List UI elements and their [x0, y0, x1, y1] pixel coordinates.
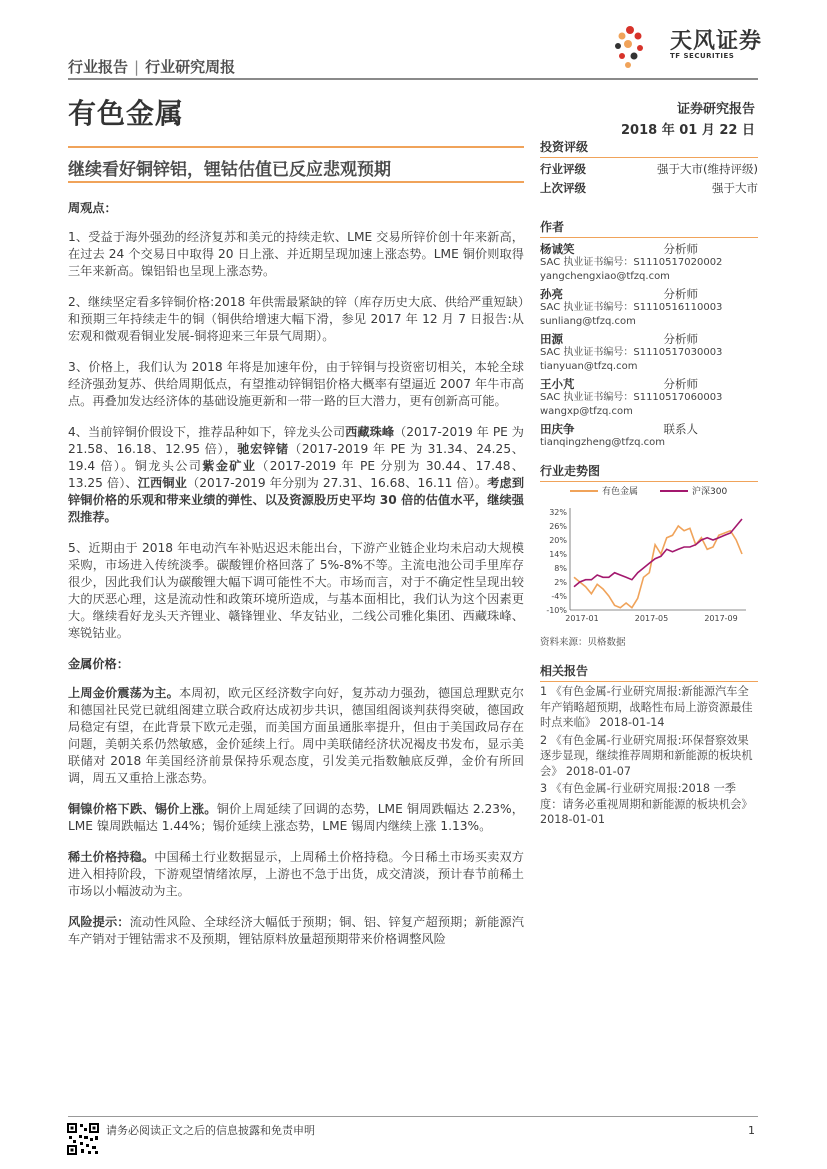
- author-cert: SAC 执业证书编号：S1110516110003: [540, 302, 723, 313]
- stock-zijin: 紫金矿业: [202, 459, 257, 473]
- author-email[interactable]: tianqingzheng@tfzq.com: [540, 437, 665, 448]
- y-tick-label: 32%: [549, 508, 567, 517]
- rating-heading: 投资评级: [540, 138, 758, 158]
- report-category: [68, 56, 235, 77]
- author-name: 王小芃: [540, 377, 575, 391]
- y-tick-label: 2%: [554, 578, 567, 587]
- view-paragraph-1: 1、受益于海外强劲的经济复苏和美元的持续走软、LME 交易所锌价创十年来新高，在过去 24 个交易日中取得 20 日上涨、并近期呈现加速上涨态势。LME 铜价则取得三年来新高。镍铝铅也呈现上涨态势。: [68, 230, 524, 278]
- qr-code-icon: [66, 1122, 100, 1156]
- risk-lead: 风险提示：: [68, 915, 130, 929]
- gold-paragraph: [68, 685, 524, 787]
- p4-conclusion: 考虑到锌铜价格的乐观和带来业绩的弹性、以及资源股历史平均 30 倍的估值水平，继续强烈推荐。: [68, 476, 525, 524]
- chart-heading: 行业走势图: [540, 462, 758, 482]
- related-heading: 相关报告: [540, 662, 758, 682]
- metal-price-heading: 金属价格：: [68, 657, 129, 671]
- x-tick-label: 2017-05: [634, 614, 669, 623]
- gold-text: 本周初，欧元区经济数字向好，复苏动力强劲，德国总理默克尔和德国社民党已就组阁建立联合政府达成初步共识，德国组阁谈判获得突破，德国政局稳定有望，在此背景下欧元走强，而美国方面虽通胀率提升，但由于美国政局存在问题，美朝关系仍然敏感，金价延续上行。周中美联储经济状况褐皮书发布，显示美联储对 2018 年美国经济前景保持乐观态度，引发美元指数触底反弹，金价有所回调，周五又重拾上涨态势。: [68, 686, 524, 785]
- header-divider: [68, 78, 758, 80]
- author-cert: SAC 执业证书编号：S1110517020002: [540, 257, 723, 268]
- industry-trend-chart: [540, 482, 758, 632]
- author-name: 孙亮: [540, 287, 563, 301]
- report-type: 证券研究报告: [676, 102, 755, 117]
- chart-section: [540, 462, 758, 482]
- view-paragraph-3: 3、价格上，我们认为 2018 年将是加速年份，由于锌铜与投资密切相关，本轮全球经济强劲复苏、供给周期低点，有望推动锌铜铝价格大概率有望逼近 2007 年牛市高点。再叠加发达经济体的基础设施更新和一带一路的巨大潜力，更有创新高可能。: [68, 360, 524, 408]
- rare-earth-text: 中国稀土行业数据显示，上周稀土价格持稳。今日稀土市场买卖双方进入相持阶段，下游观望情绪浓厚，上游也不急于出货，成交清淡，预计春节前稀土市场以小幅波动为主。: [68, 850, 524, 898]
- industry-rating-label: 行业评级: [540, 162, 586, 176]
- view-paragraph-5: 5、近期由于 2018 年电动汽车补贴迟迟未能出台，下游产业链企业均未启动大规模采购，市场进入传统淡季。碳酸锂价格回落了 5%-8%不等。主流电池公司手里库存很少，因此我们认为碳酸锂大幅下调可能性不大。市场而言，对于不确定性呈现出较大的厌恶心理，这是流动性和政策环境所造成，与基本面相比，我们认为这个因素更大。继续看好龙头天齐锂业、赣锋锂业、华友钴业，二线公司雅化集团、西藏珠峰、寒锐钴业。: [68, 541, 524, 640]
- industry-rating-row: [540, 161, 758, 177]
- p4-text-f: （2017-2019 年分别为 27.31、16.68、16.11 倍）。: [186, 476, 488, 490]
- stock-jiangxi-copper: 江西铜业: [137, 476, 187, 490]
- author-email[interactable]: sunliang@tfzq.com: [540, 316, 636, 327]
- weekly-view-heading: 周观点：: [68, 201, 117, 215]
- author-email[interactable]: tianyuan@tfzq.com: [540, 361, 638, 372]
- subcategory-label: 行业研究周报: [145, 58, 236, 76]
- industry-rating-value: 强于大市(维持评级): [657, 162, 758, 176]
- disclaimer: 请务必阅读正文之后的信息披露和免责申明: [106, 1124, 315, 1137]
- logo-text-en: TF SECURITIES: [670, 52, 735, 60]
- y-tick-label: 8%: [554, 564, 567, 573]
- copper-lead: 铜镍价格下跌、锡价上涨。: [68, 802, 217, 816]
- rare-earth-paragraph: [68, 849, 524, 900]
- author-item: [540, 242, 758, 284]
- previous-rating-value: 强于大市: [712, 181, 758, 195]
- x-tick-label: 2017-01: [565, 614, 599, 623]
- footer-divider: [68, 1116, 758, 1117]
- sidebar: [540, 138, 758, 450]
- logo-text-cn: 天风证券: [670, 29, 763, 54]
- y-tick-label: 26%: [549, 522, 567, 531]
- author-role: 分析师: [663, 332, 698, 346]
- author-item: [540, 422, 758, 450]
- author-role: 分析师: [663, 287, 698, 301]
- page-number: 1: [748, 1124, 755, 1137]
- stock-xizang-zhufeng: 西藏珠峰: [345, 425, 395, 439]
- previous-rating-label: 上次评级: [540, 181, 586, 195]
- p4-text-a: 4、当前锌铜价假设下，推荐品种如下，锌龙头公司: [68, 425, 346, 439]
- y-tick-label: -4%: [551, 592, 567, 601]
- rare-earth-lead: 稀土价格持稳。: [68, 850, 155, 864]
- view-paragraph-4: [68, 424, 524, 526]
- related-section: [540, 662, 758, 682]
- author-list: [540, 242, 758, 450]
- sector-title: 有色金属: [68, 97, 185, 130]
- legend-label: 有色金属: [602, 487, 639, 497]
- author-role: 分析师: [663, 242, 698, 256]
- category-label: 行业报告: [68, 58, 129, 76]
- p4-text-e: （2017-2019 年 PE 分别为 30.44、17.48、13.25 倍）、: [68, 459, 524, 490]
- stock-chihong: 驰宏锌锗: [237, 442, 289, 456]
- related-report-item[interactable]: 2 《有色金属-行业研究周报:环保督察效果逐步显现，继续推荐周期和新能源的板块机会》 2018-01-07: [540, 733, 753, 778]
- author-cert: SAC 执业证书编号：S1110517060003: [540, 392, 723, 403]
- category-separator: |: [134, 58, 140, 76]
- series-line: [574, 519, 742, 587]
- author-item: [540, 332, 758, 374]
- view-paragraph-2: 2、继续坚定看多锌铜价格:2018 年供需最紧缺的锌（库存历史大底、供给严重短缺）和预期三年持续走牛的铜（铜供给增速大幅下滑，参见 2017 年 12 月 7 日报告:从宏观和微观看铜业发展-铜将迎来三年景气周期）。: [68, 295, 524, 343]
- related-report-item[interactable]: 1 《有色金属-行业研究周报:新能源汽车全年产销略超预期，战略性布局上游资源最佳时点来临》 2018-01-14: [540, 685, 753, 729]
- previous-rating-row: [540, 180, 758, 196]
- title-top-rule: [68, 146, 524, 148]
- tf-logo-icon: [608, 22, 668, 70]
- author-name: 杨诚笑: [540, 242, 575, 256]
- related-list: [540, 684, 758, 830]
- report-title: 继续看好铜锌铝，锂钴估值已反应悲观预期: [68, 160, 391, 180]
- p4-text-d: （2017-2019 年 PE 为 31.34、24.25、19.4 倍）。铜龙头公司: [68, 442, 524, 473]
- y-tick-label: 14%: [549, 550, 567, 559]
- risk-paragraph: [68, 914, 524, 948]
- chart-lines: [574, 519, 742, 608]
- main-content: [68, 200, 524, 962]
- author-cert: SAC 执业证书编号：S1110517030003: [540, 347, 723, 358]
- chart-source: 资料来源：贝格数据: [540, 637, 626, 648]
- risk-text: 流动性风险、全球经济大幅低于预期；铜、铝、锌复产超预期；新能源汽车产销对于锂钴需求不及预期，锂钴原料放量超预期带来价格调整风险: [68, 915, 524, 946]
- chart-legend: [570, 485, 727, 497]
- author-item: [540, 287, 758, 329]
- author-item: [540, 377, 758, 419]
- author-email[interactable]: yangchengxiao@tfzq.com: [540, 271, 670, 282]
- authors-heading: 作者: [540, 218, 758, 238]
- related-report-item[interactable]: 3 《有色金属-行业研究周报:2018 一季度：请务必重视周期和新能源的板块机会》 2018-01-01: [540, 782, 753, 826]
- x-tick-label: 2017-09: [704, 614, 738, 623]
- author-name: 田庆争: [540, 422, 575, 436]
- report-date: 2018 年 01 月 22 日: [621, 123, 755, 138]
- author-email[interactable]: wangxp@tfzq.com: [540, 406, 633, 417]
- y-tick-label: -10%: [546, 606, 567, 615]
- author-role: 分析师: [663, 377, 698, 391]
- p4-text-c: （2017-2019 年 PE 为 21.58、16.18、12.95 倍），: [68, 425, 524, 456]
- author-role: 联系人: [663, 422, 698, 436]
- gold-lead: 上周金价震荡为主。: [68, 686, 179, 700]
- legend-label: 沪深300: [692, 487, 728, 497]
- author-name: 田源: [540, 332, 563, 346]
- copper-text: 铜价上周延续了回调的态势，LME 铜周跌幅达 2.23%，LME 镍周跌幅达 1.44%；锡价延续上涨态势，LME 锡周内继续上涨 1.13%。: [68, 802, 524, 833]
- copper-paragraph: [68, 801, 524, 835]
- y-tick-label: 20%: [549, 536, 567, 545]
- title-bottom-rule: [68, 181, 524, 183]
